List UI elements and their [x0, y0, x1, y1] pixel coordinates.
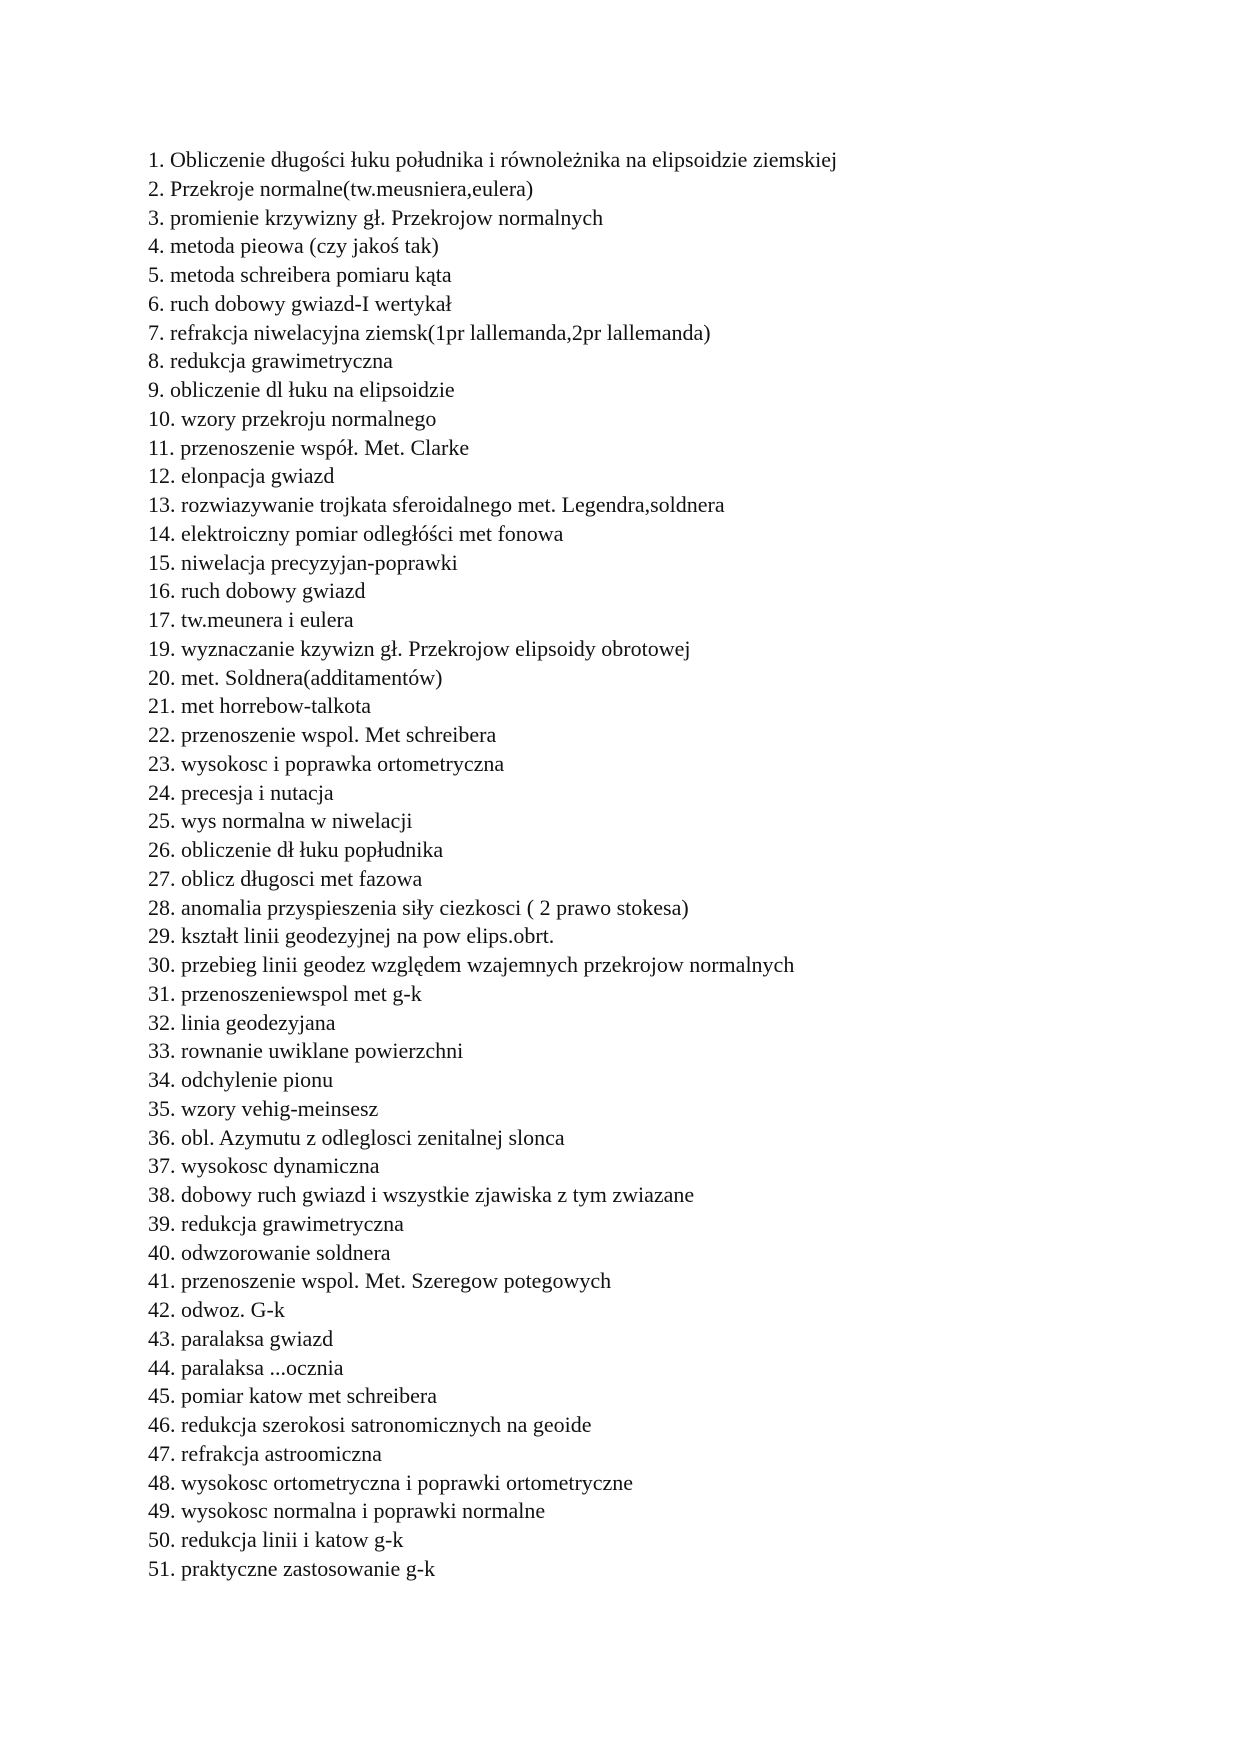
list-item-number: 32.: [148, 1009, 176, 1035]
list-item: [148, 290, 1168, 319]
list-item-text: paralaksa ...ocznia: [181, 1354, 344, 1380]
list-item-text: przenoszenie wspol. Met schreibera: [181, 722, 497, 747]
list-item-text: elonpacja gwiazd: [181, 463, 335, 489]
list-item-text: praktyczne zastosowanie g-k: [181, 1555, 436, 1581]
list-item: [148, 1037, 1168, 1066]
list-item-number: 42.: [148, 1297, 176, 1322]
list-item: [148, 980, 1168, 1009]
list-item-text: ruch dobowy gwiazd: [181, 578, 366, 604]
list-item-number: 4.: [148, 233, 165, 259]
list-item: [148, 1124, 1168, 1153]
list-item-text: refrakcja astroomiczna: [181, 1440, 382, 1466]
list-item: [148, 635, 1168, 664]
list-item: [148, 520, 1168, 549]
list-item-text: obliczenie dł łuku popłudnika: [181, 837, 444, 862]
list-item: [148, 1411, 1168, 1440]
list-item-text: redukcja linii i katow g-k: [181, 1527, 404, 1552]
list-item-number: 22.: [148, 722, 176, 747]
list-item: [148, 1526, 1168, 1555]
list-item-number: 25.: [148, 808, 176, 834]
list-item-text: wzory vehig-meinsesz: [181, 1095, 379, 1121]
list-item-number: 43.: [148, 1325, 176, 1351]
list-item-number: 13.: [148, 492, 176, 517]
list-item-text: wysokosc dynamiczna: [181, 1153, 380, 1179]
list-item-text: promienie krzywizny gł. Przekrojow normalnych: [170, 204, 604, 230]
list-item-text: refrakcja niwelacyjna ziemsk(1pr lallemanda,2pr lallemanda): [170, 319, 711, 345]
list-item-text: met. Soldnera(additamentów): [181, 664, 443, 690]
list-item-text: wys normalna w niwelacji: [181, 808, 413, 834]
list-item-number: 45.: [148, 1383, 176, 1409]
list-item: [148, 1354, 1168, 1383]
list-item-text: rozwiazywanie trojkata sferoidalnego met. Legendra,soldnera: [181, 492, 725, 517]
list-item: [148, 750, 1168, 779]
list-item: [148, 836, 1168, 865]
list-item-text: oblicz długosci met fazowa: [181, 865, 423, 891]
list-item-number: 51.: [148, 1555, 176, 1581]
list-item-number: 9.: [148, 377, 165, 402]
list-item: [148, 1267, 1168, 1296]
list-item: [148, 922, 1168, 951]
list-item-text: przenoszeniewspol met g-k: [181, 980, 422, 1006]
list-item-number: 21.: [148, 693, 176, 719]
list-item-number: 6.: [148, 290, 165, 316]
list-item-number: 49.: [148, 1498, 176, 1524]
list-item: [148, 434, 1168, 463]
list-item-number: 29.: [148, 923, 176, 949]
list-item-text: linia geodezyjana: [181, 1009, 336, 1035]
list-item-number: 27.: [148, 865, 176, 891]
list-item-number: 7.: [148, 319, 165, 345]
list-item-text: met horrebow-talkota: [181, 693, 371, 719]
list-item-text: redukcja szerokosi satronomicznych na geoide: [181, 1412, 592, 1437]
list-item: [148, 1296, 1168, 1325]
list-item: [148, 462, 1168, 491]
list-item: [148, 1469, 1168, 1498]
list-item-number: 38.: [148, 1182, 176, 1207]
list-item: [148, 894, 1168, 923]
list-item: [148, 1152, 1168, 1181]
list-item-number: 47.: [148, 1440, 176, 1466]
list-item-number: 20.: [148, 664, 176, 690]
list-item-number: 16.: [148, 578, 176, 604]
list-item-number: 15.: [148, 549, 176, 575]
list-item-number: 26.: [148, 837, 176, 862]
list-item-number: 34.: [148, 1067, 176, 1092]
list-item-number: 39.: [148, 1210, 176, 1236]
list-item-text: wysokosc i poprawka ortometryczna: [181, 750, 505, 776]
list-item-text: przebieg linii geodez względem wzajemnych przekrojow normalnych: [181, 952, 795, 977]
list-item-text: niwelacja precyzyjan-poprawki: [181, 549, 458, 575]
list-item-number: 23.: [148, 750, 176, 776]
list-item: [148, 1440, 1168, 1469]
list-item: [148, 721, 1168, 750]
list-item: [148, 146, 1168, 175]
list-item-number: 2.: [148, 175, 165, 201]
list-item: [148, 347, 1168, 376]
list-item: [148, 1239, 1168, 1268]
list-item-text: wzory przekroju normalnego: [181, 405, 437, 431]
list-item-text: odwzorowanie soldnera: [181, 1239, 391, 1265]
list-item-number: 3.: [148, 204, 165, 230]
list-item-text: odchylenie pionu: [181, 1067, 334, 1092]
list-item-number: 28.: [148, 894, 176, 920]
list-item: [148, 1009, 1168, 1038]
list-item: [148, 1497, 1168, 1526]
topic-list: [148, 146, 1168, 1584]
list-item-text: obl. Azymutu z odleglosci zenitalnej slonca: [181, 1124, 565, 1150]
list-item-number: 37.: [148, 1153, 176, 1179]
list-item-text: pomiar katow met schreibera: [181, 1383, 437, 1409]
list-item: [148, 1210, 1168, 1239]
list-item-text: metoda pieowa (czy jakoś tak): [170, 233, 439, 259]
list-item-text: wyznaczanie kzywizn gł. Przekrojow elipsoidy obrotowej: [181, 635, 691, 661]
list-item-number: 12.: [148, 463, 176, 489]
list-item-number: 33.: [148, 1038, 176, 1064]
list-item-number: 50.: [148, 1527, 176, 1552]
list-item: [148, 491, 1168, 520]
list-item: [148, 1382, 1168, 1411]
list-item: [148, 779, 1168, 808]
list-item-text: przenoszenie współ. Met. Clarke: [180, 434, 470, 460]
list-item-text: redukcja grawimetryczna: [181, 1210, 404, 1236]
list-item-number: 35.: [148, 1095, 176, 1121]
list-item-text: odwoz. G-k: [181, 1297, 285, 1322]
list-item-text: Przekroje normalne(tw.meusniera,eulera): [170, 175, 534, 201]
list-item: [148, 664, 1168, 693]
list-item: [148, 175, 1168, 204]
list-item: [148, 807, 1168, 836]
list-item-number: 46.: [148, 1412, 176, 1437]
list-item: [148, 1095, 1168, 1124]
list-item-text: dobowy ruch gwiazd i wszystkie zjawiska z tym zwiazane: [181, 1182, 695, 1207]
list-item-number: 8.: [148, 348, 165, 374]
list-item-number: 14.: [148, 520, 176, 546]
list-item-number: 41.: [148, 1268, 176, 1294]
list-item-number: 5.: [148, 262, 165, 287]
list-item: [148, 1555, 1168, 1584]
list-item-number: 17.: [148, 607, 176, 632]
list-item: [148, 1066, 1168, 1095]
list-item-text: paralaksa gwiazd: [181, 1325, 334, 1351]
list-item-number: 36.: [148, 1124, 176, 1150]
list-item: [148, 405, 1168, 434]
list-item-text: ruch dobowy gwiazd-I wertykał: [170, 290, 452, 316]
list-item: [148, 319, 1168, 348]
list-item-number: 31.: [148, 980, 176, 1006]
list-item-text: redukcja grawimetryczna: [170, 348, 393, 374]
list-item: [148, 204, 1168, 233]
list-item-number: 19.: [148, 635, 176, 661]
list-item-number: 40.: [148, 1239, 176, 1265]
list-item-text: rownanie uwiklane powierzchni: [181, 1038, 464, 1064]
list-item-number: 1.: [148, 147, 165, 172]
list-item-text: przenoszenie wspol. Met. Szeregow potegowych: [181, 1268, 612, 1294]
list-item-number: 48.: [148, 1469, 176, 1495]
list-item-text: wysokosc ortometryczna i poprawki ortometryczne: [181, 1469, 634, 1495]
list-item: [148, 1181, 1168, 1210]
list-item-text: kształt linii geodezyjnej na pow elips.obrt.: [181, 923, 555, 949]
list-item-number: 24.: [148, 779, 176, 805]
list-item: [148, 232, 1168, 261]
list-item-text: Obliczenie długości łuku południka i równoleżnika na elipsoidzie ziemskiej: [170, 147, 838, 172]
list-item: [148, 577, 1168, 606]
list-item: [148, 1325, 1168, 1354]
list-item-text: tw.meunera i eulera: [181, 607, 354, 632]
list-item-number: 44.: [148, 1354, 176, 1380]
list-item-number: 30.: [148, 952, 176, 977]
list-item-text: elektroiczny pomiar odległóści met fonowa: [181, 520, 564, 546]
list-item: [148, 261, 1168, 290]
list-item: [148, 549, 1168, 578]
list-item: [148, 865, 1168, 894]
list-item-text: obliczenie dl łuku na elipsoidzie: [170, 377, 455, 402]
list-item-text: precesja i nutacja: [181, 779, 334, 805]
list-item-text: anomalia przyspieszenia siły ciezkosci ( 2 prawo stokesa): [181, 894, 689, 920]
list-item: [148, 692, 1168, 721]
list-item: [148, 951, 1168, 980]
list-item: [148, 376, 1168, 405]
list-item-number: 10.: [148, 405, 176, 431]
list-item: [148, 606, 1168, 635]
list-item-text: metoda schreibera pomiaru kąta: [170, 262, 452, 287]
list-item-number: 11.: [148, 434, 175, 460]
list-item-text: wysokosc normalna i poprawki normalne: [181, 1498, 546, 1524]
